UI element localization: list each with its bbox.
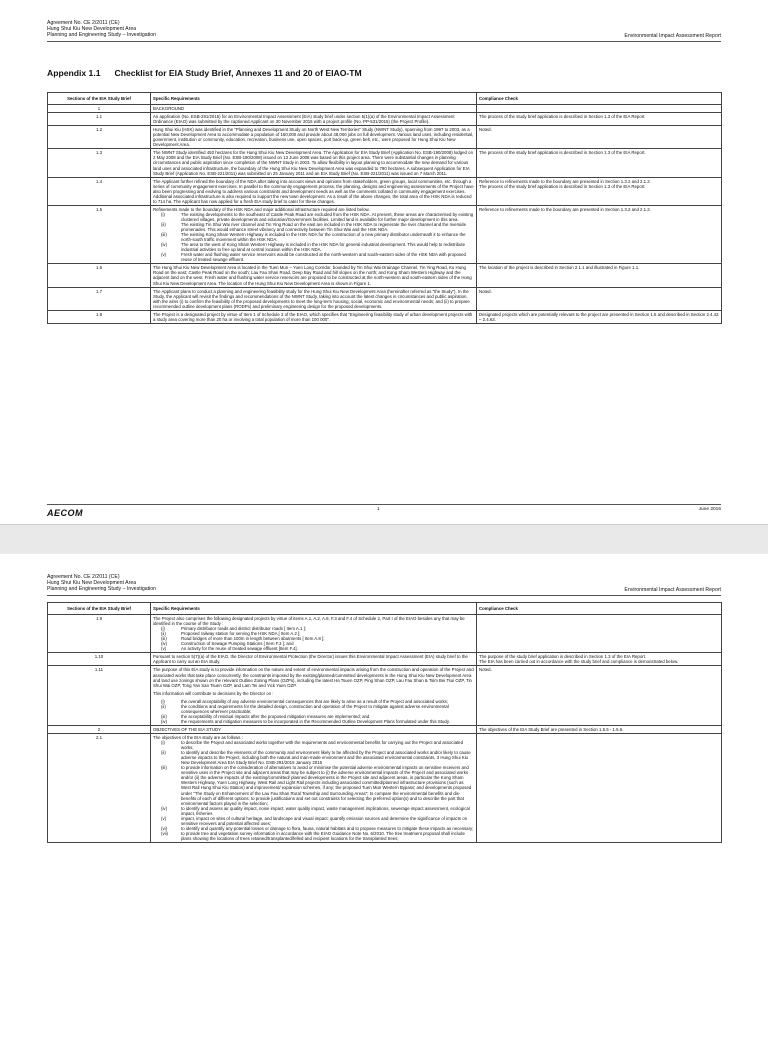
sub-item-number: (vii): [161, 830, 168, 836]
sub-item: [153, 750, 474, 765]
section-number: 1.7: [48, 287, 151, 310]
section-number: 1: [48, 105, 151, 113]
appendix-heading: Checklist for EIA Study Brief, Annexes 11 and 20 of EIAO-TM: [114, 68, 362, 78]
sub-item-number: (iv): [161, 805, 168, 811]
sub-item: [153, 212, 474, 222]
requirement-text: [151, 205, 477, 264]
column-header-requirements: Specific Requirements: [151, 93, 477, 105]
sub-item-number: (v): [161, 252, 167, 258]
sub-item-number: (iv): [161, 242, 168, 248]
header-rule: [47, 41, 721, 42]
compliance-text: Noted.: [477, 126, 722, 149]
compliance-text: [477, 733, 722, 842]
requirement-intro: The objectives of the EIA study are as follows :: [153, 734, 243, 740]
section-number: 2: [48, 725, 151, 733]
sub-item-number: (iii): [161, 232, 167, 238]
table-row: [48, 113, 722, 126]
sub-item-text: The existing Tin Shui Wai river channel and Tin Ying Road on the east are included in the HSK NDA to regenerate the river channel and the riverside promenades. This would enhance street vibrancy and connectivity between Tin Shui Wai and the HSK NDA.: [181, 221, 466, 233]
table-row: [48, 310, 722, 323]
sub-item-number: (ii): [161, 750, 166, 756]
sub-item: [153, 831, 474, 841]
requirement-text: [151, 666, 477, 725]
sub-item-text: impact, impact on sites of cultural heritage, and landscape and visual impact; quantify emission sources and determine the significance of impacts on sensitive receivers and potential affected uses;: [181, 815, 468, 826]
sub-item-text: to identify and assess air quality impact, noise impact, water quality impact, waste management implications, sewerage impact assessment, ecological impact, fisheries: [181, 805, 470, 816]
compliance-text: The location of the project is described in Section 2.1.1 and illustrated in Figure 1.1.: [477, 264, 722, 287]
table-row: [48, 733, 722, 842]
page-separator: [0, 524, 768, 556]
requirement-text: [151, 733, 477, 842]
study-name: Planning and Engineering Study – Investigation: [47, 586, 157, 593]
compliance-text: Noted.: [477, 287, 722, 310]
sub-item-number: (iv): [161, 641, 168, 647]
column-header-compliance: Compliance Check: [477, 93, 722, 105]
requirement-paragraph: The Applicant plans to conduct a planning and engineering feasibility study for the Hung Shui Kiu New Development Area (hereinafter referred as "the Study"). In the Study, the Applicant will revisit the findings and recommendations of the NWNT Study, taking into account the latest changes in circumstances and public aspiration, with the aims (i) to confirm the feasibility of the proposed developments to meet the long-term housing, social, economic and environmental needs; and (ii) to prepare recommended outline development plans (RODPs) and preliminary engineering design for the proposed developments.: [153, 288, 470, 309]
requirement-paragraph: The Hung Shui Kiu New Development Area is located in the Tuen Mun – Yuen Long Corridor, bounded by Tin Shui Wai Drainage Channel, Tin Ying Road, Ku Hung Road on the east; Castle Peak Road on the south; Lau Fau Shan Road, Deep Bay Road and hill slopes on the north; and Kong Sham Western Highway and the adjacent land on the west. Fresh water and flushing water service reservoirs are proposed to be constructed at the north-western and south-eastern sides of the Hung Shui Kiu New Development Area. The location of the Hung Shui Kiu New Development Area is shown in Figure 1.: [153, 265, 472, 286]
compliance-text: Noted.: [477, 666, 722, 725]
sub-item: [153, 740, 474, 750]
table-header-row: [48, 93, 722, 105]
sub-item-text: the acceptability of residual impacts after the proposed mitigation measures are implemented; and: [181, 713, 370, 719]
section-number: 1.6: [48, 264, 151, 287]
report-name: Environmental Impact Assessment Report: [624, 586, 721, 593]
requirement-intro: The Project also comprises the following designated projects by virtue of items A.1, A.2, A.8, F.3 and F.4 of Schedule 2, Part I of the EIAO besides any that may be identified in the course of the Study :: [153, 616, 465, 627]
compliance-text: [477, 105, 722, 113]
sub-item-number: (v): [161, 646, 167, 652]
requirement-text: OBJECTIVES OF THE EIA STUDY: [151, 725, 477, 733]
section-number: 2.1: [48, 733, 151, 842]
requirement-paragraph: An application (No. ESB-291/2015) for an Environmental Impact Assessment (EIA) study brief under section 5(1)(a) of the Environmental Impact Assessment Ordinance (EIAO) was submitted by the captioned Applicant on 30 November 2015 with a project profile (No. PP-531/2015) (the Project Profile).: [153, 114, 455, 125]
sub-item-text: to describe the Project and associated works together with the requirements and environmental benefits for carrying out the Project and associated works;: [181, 740, 464, 751]
checklist-table: [47, 92, 722, 324]
table-row: [48, 105, 722, 113]
section-number: 1.5: [48, 205, 151, 264]
section-number: 1.1: [48, 113, 151, 126]
column-header-section: Sections of the EIA Study Brief: [48, 93, 151, 105]
section-number: 1.2: [48, 126, 151, 149]
sub-item-text: The existing Kong Sham Western Highway is included in the HSK NDA for the construction of a new primary distributor underneath it to enhance the north-south traffic movement within the HSK NDA.: [181, 232, 466, 243]
requirement-subitems: [153, 699, 474, 724]
sub-item-text: Proposed railway station for serving the HSK NDA [ Item A.2 ];: [181, 631, 301, 637]
header-rule: [47, 595, 721, 596]
requirement-text: [151, 264, 477, 287]
sub-item-text: to provide information on the consideration of alternatives to avoid or minimise the potential adverse environmental impacts on sensitive receivers and sensitive uses in the Project site and adjacent areas that may be subject to (i) the adverse environmental impacts of the Project and associated works and/or (ii) the adverse impacts of the existing/committed/ planned developments in the Project site and adjacent areas, in particular the Kong Sham Western Highway, Yuen Long Highway, West Rail and Light Rail projects including associated committed/planned infrastructure provisions (such as West Rail Hung Shui Kiu Station) and improvement/ expansion schemes, if any; the proposed Tuen Mun Western Bypass; and developments proposed under "The Study on Enhancement of the Lau Fau Shan Rural Township and Surrounding Areas"; to compare the environmental benefits and dis-benefits of each of different options; to provide justifications and set out constraints for selecting the preferred option(s) and to describe the part that environmental factors played in the selection;: [181, 765, 472, 806]
requirement-paragraph: Hung Shui Kiu (HSK) was identified in the "Planning and Development Study on North West New Territories" Study (NWNT Study), spanning from 1997 to 2003, as a potential New Development Area to accommodate a population of 160,000 and provide about 48,000 jobs on full development. Various land uses, including residential, government, institution or community, education, recreation, business use, open spaces, port back-up, green belt, etc., were proposed for Hung Shui Kiu New Development Area.: [153, 127, 474, 148]
sub-item: [153, 816, 474, 826]
requirement-paragraph: BACKGROUND: [153, 106, 185, 112]
sub-item-number: (ii): [161, 703, 166, 709]
section-number: 1.3: [48, 149, 151, 177]
page-footer: [47, 504, 721, 518]
page-header: [47, 20, 721, 39]
sub-item: [153, 242, 474, 252]
sub-item-text: Construction of Sewage Pumping Stations [ Item F.3 ]; and: [181, 641, 294, 647]
sub-item: [153, 646, 474, 651]
sub-item-number: (iii): [161, 765, 167, 771]
column-header-compliance: Compliance Check: [477, 603, 722, 615]
compliance-text: The objectives of the EIA Study Brief are presented in Section 1.5.5 - 1.5.6.: [477, 725, 722, 733]
footer-rule: [47, 504, 721, 505]
requirement-paragraph: The Applicant further refined the boundary of the NDA after taking into account views and opinions from stakeholders, green groups, local communities, etc. through a series of community engagement exercises. In parallel to the community engagement process, the planning, designs and engineering assessments of the Project have also been progressing and evolving to address various constraints and development needs as well as the comments collated in community engagement exercises. Additional associated infrastructure is also required to support the new town development. As a result of the above changes, the total area of the HSK NDA is reduced to 714 ha. The Applicant has now applied for a fresh EIA study brief to cater for these changes.: [153, 178, 474, 204]
sub-item-text: An activity for the reuse of treated sewage effluent [Item F.4].: [181, 646, 298, 652]
sub-item-text: to identify and quantify any potential losses or damage to flora, fauna, natural habitats and to propose measures to mitigate these impacts as necessary;: [181, 825, 474, 831]
section-number: 1.8: [48, 310, 151, 323]
requirement-paragraph: The NWNT Study identified 450 hectares for the Hung Shui Kiu New Development Area. The Application for EIA Study Brief (Application No. ESB-190/2008) lodged on 2 May 2008 and the EIA Study Brief (No. ESB-190/2008) issued on 13 June 2008 was based on this project area. There were substantial changes in planning circumstances and public aspiration since completion of the NWNT Study in 2003. To allow flexibility in layout planning to accommodate the new demand for various land uses and associated infrastructure, the boundary of the Hung Shui Kiu New Development Area was expanded to 790 hectares. A subsequent Application for EIA Study Brief (Application No. ESB-221/2011) was submitted on 25 January 2011 and an EIA Study Brief (No. ESB-221/2011) was issued on 7 March 2011.: [153, 150, 474, 176]
agreement-number: Agreement No. CE 2/2011 (CE): [47, 20, 120, 26]
appendix-number: Appendix 1.1: [47, 68, 101, 78]
compliance-text: [477, 615, 722, 653]
requirement-paragraph: The purpose of this EIA study is to provide information on the nature and extent of environmental impacts arising from the construction and operation of the Project and associated works that take place concurrently, the constraints imposed by the existing/planned/committed developments in the Hung Shui Kiu New Development Area and land use zonings shown on the relevant Outline Zoning Plans (OZPs), including the latest Ha Tsuen OZP, Ping Shan OZP, Lau Fau Shan & Tsim Bei Tsui OZP, Tin Shui Wai OZP, Tong Yan San Tsuen OZP, and Lam Tei and Yick Yuen OZP.: [153, 667, 474, 688]
sub-item-text: the conditions and requirements for the detailed design, construction and operation of the Project to mitigate against adverse environmental consequences wherever practicable;: [181, 703, 449, 714]
sub-item-text: The existing developments to the southeast of Castle Peak Road are excluded from the HSK NDA. At present, these areas are characterised by existing clustered villages, private developments and education/Government facilities. Limited land is available for further major development in this area.: [181, 211, 474, 222]
section-number: 1.10: [48, 653, 151, 666]
requirement-paragraph: Refinements made to the boundary of the HSK NDA and major additional infrastructure required are listed below.: [153, 206, 370, 212]
table-row: [48, 126, 722, 149]
document-page-2: [0, 554, 768, 1054]
requirement-text: [151, 287, 477, 310]
page-number: 1: [377, 507, 380, 512]
compliance-text: The process of the study brief application is described in Section 1.3 of the EIA Report.: [477, 149, 722, 177]
sub-item-text: Fresh water and flushing water service reservoirs would be constructed at the north-western and south-eastern sides of the HSK NDA with proposed reuse of treated sewage effluent.: [181, 252, 466, 263]
requirement-paragraph: This information will contribute to decisions by the Director on :: [153, 690, 274, 696]
sub-item-number: (iii): [161, 713, 167, 719]
sub-item-number: (i): [161, 211, 165, 217]
requirement-subitems: [153, 740, 474, 841]
sub-item-number: (ii): [161, 221, 166, 227]
table-row: [48, 177, 722, 205]
project-name: Hung Shui Kiu New Development Area: [47, 26, 137, 33]
compliance-text: Designated projects which are potentially relevant to the project are presented in Section 1.5 and described in Section 2.4.42 – 2.4.63.: [477, 310, 722, 323]
sub-item: [153, 704, 474, 714]
appendix-title: [47, 68, 362, 78]
requirement-paragraph: The Project is a designated project by virtue of Item 1 of Schedule 3 of the EIAO, which specifies that "Engineering feasibility study of urban development projects with a study area covering more than 20 ha or involving a total population of more than 100 000".: [153, 311, 473, 322]
compliance-text: The process of the study brief application is described in Section 1.3 of the EIA Report.: [477, 113, 722, 126]
checklist-table-continued: [47, 602, 722, 843]
sub-item-text: Road bridges of more than 100m in length between abutments [ Item A.8 ];: [181, 636, 325, 642]
table-row: [48, 725, 722, 733]
table-row: [48, 615, 722, 653]
requirement-text: [151, 177, 477, 205]
sub-item-text: to identify and describe the elements of the community and environment likely to be affected by the Project and associated works and/or likely to cause adverse impacts to the Project, including both the natural and man-made environment and the associated environmental constraints, 3 Hung Shui Kiu New Development Area EIA Study Brief No. ESB-291/2015 January 2016: [181, 750, 471, 766]
sub-item-number: (iii): [161, 636, 167, 642]
sub-item-number: (iv): [161, 718, 168, 724]
sub-item-number: (ii): [161, 631, 166, 637]
agreement-number: Agreement No. CE 2/2011 (CE): [47, 574, 120, 580]
sub-item-text: to provide tree and vegetation survey information in accordance with the EIAO Guidance Note No. 6/2010. The tree treatment proposal shall include plans showing the locations of trees retained/transplanted/felled and recipient locations for the transplanted trees;: [181, 830, 465, 841]
page-header: [47, 574, 721, 593]
requirement-text: [151, 126, 477, 149]
sub-item: [153, 806, 474, 816]
compliance-text: The purpose of the study brief application is described in Section 1.3 of the EIA Report. The EIA has been carried out in accordance with the study brief and compliance is demonstrated below.: [477, 653, 722, 666]
sub-item-number: (i): [161, 626, 165, 632]
table-row: [48, 264, 722, 287]
sub-item-number: (v): [161, 815, 167, 821]
table-header-row: [48, 603, 722, 615]
study-name: Planning and Engineering Study – Investigation: [47, 32, 157, 39]
requirement-text: [151, 310, 477, 323]
sub-item: [153, 222, 474, 232]
table-row: [48, 205, 722, 264]
sub-item-text: The area to the west of Kong Sham Western Highway is included in the HSK NDA for general industrial development. This would help to redistribute industrial activities to free up land at central location within the HSK NDA.: [181, 242, 466, 253]
report-name: Environmental Impact Assessment Report: [624, 32, 721, 39]
column-header-section: Sections of the EIA Study Brief: [48, 603, 151, 615]
compliance-text: Reference to refinements made to the boundary are presented in Section 1.3.2 and 2.1.2.: [477, 205, 722, 264]
section-number: 1.11: [48, 666, 151, 725]
sub-item-number: (i): [161, 740, 165, 746]
document-page-1: [0, 0, 768, 524]
sub-item-text: the requirements and mitigation measures to be incorporated in the Recommended Outline Development Plans formulated under this Study.: [181, 718, 450, 724]
section-number: 1.9: [48, 615, 151, 653]
requirement-subitems: [153, 626, 474, 651]
sub-item: [153, 232, 474, 242]
requirement-text: Pursuant to section 5(7)(a) of the EIAO, the Director of Environmental Protection (the Director) issues this Environmental Impact Assessment (EIA) study brief to the Applicant to carry out an EIA study.: [151, 653, 477, 666]
requirement-text: [151, 105, 477, 113]
table-row: [48, 653, 722, 666]
sub-item: [153, 719, 474, 724]
compliance-text: Reference to refinements made to the boundary are presented in Section 1.3.2 and 2.1.2. The process of the study brief application is described in Section 1.3 of the EIA Report.: [477, 177, 722, 205]
sub-item: [153, 252, 474, 262]
requirement-text: [151, 615, 477, 653]
sub-item-text: Primary distributor roads and district distributor roads [ Item A.1 ];: [181, 626, 307, 632]
table-row: [48, 149, 722, 177]
sub-item-number: (vi): [161, 825, 168, 831]
sub-item-text: the overall acceptability of any adverse environmental consequences that are likely to arise as a result of the Project and associated works;: [181, 698, 449, 704]
section-number: 1.4: [48, 177, 151, 205]
requirement-text: [151, 149, 477, 177]
table-row: [48, 666, 722, 725]
table-row: [48, 287, 722, 310]
checklist-body: [48, 105, 722, 324]
sub-item: [153, 765, 474, 805]
aecom-logo: AECOM: [47, 508, 83, 518]
footer-date: June 2016: [698, 507, 721, 512]
project-name: Hung Shui Kiu New Development Area: [47, 580, 137, 587]
sub-item-number: (i): [161, 698, 165, 704]
requirement-text: [151, 113, 477, 126]
column-header-requirements: Specific Requirements: [151, 603, 477, 615]
